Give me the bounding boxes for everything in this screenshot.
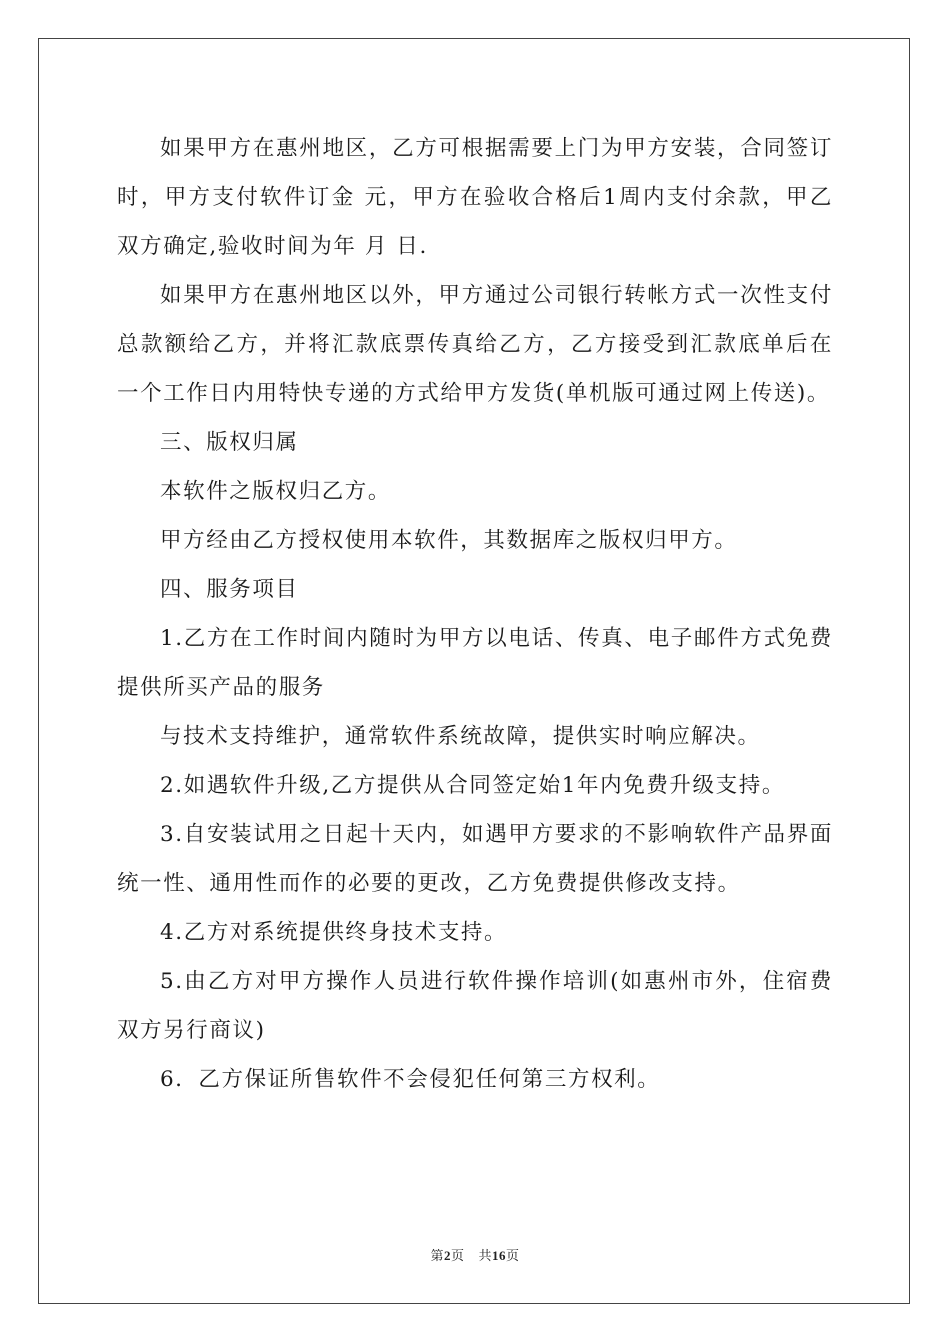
list-item: 2.如遇软件升级,乙方提供从合同签定始1年内免费升级支持。	[160, 773, 785, 798]
list-item: 3.自安装试用之日起十天内，如遇甲方要求的不影响软件产品界面统一性、通用性而作的必要的更改，乙方免费提供修改支持。	[117, 822, 833, 896]
paragraph: 本软件之版权归乙方。	[160, 479, 392, 504]
section-heading: 三、版权归属	[160, 430, 299, 455]
list-item: 5.由乙方对甲方操作人员进行软件操作培训(如惠州市外，住宿费双方另行商议)	[117, 969, 833, 1043]
total-suffix: 页	[506, 1248, 520, 1263]
list-item: 4.乙方对系统提供终身技术支持。	[160, 920, 508, 945]
page-number: 2	[443, 1248, 451, 1263]
document-body	[117, 124, 833, 1104]
page-suffix: 页	[450, 1248, 465, 1263]
list-item: 6．乙方保证所售软件不会侵犯任何第三方权利。	[160, 1067, 661, 1092]
paragraph: 甲方经由乙方授权使用本软件，其数据库之版权归甲方。	[160, 528, 738, 553]
page-prefix: 第	[430, 1248, 444, 1263]
paragraph: 与技术支持维护，通常软件系统故障，提供实时响应解决。	[160, 724, 761, 749]
section-heading: 四、服务项目	[160, 577, 299, 602]
paragraph: 如果甲方在惠州地区，乙方可根据需要上门为甲方安装，合同签订时，甲方支付软件订金 元，甲方在验收合格后1周内支付余款，甲乙双方确定,验收时间为年 月 日.	[117, 136, 833, 259]
paragraph: 如果甲方在惠州地区以外，甲方通过公司银行转帐方式一次性支付总款额给乙方，并将汇款底票传真给乙方，乙方接受到汇款底单后在一个工作日内用特快专递的方式给甲方发货(单机版可通过网上传送)。	[117, 283, 833, 406]
page-footer	[0, 1245, 950, 1264]
total-pages: 16	[492, 1248, 507, 1263]
list-item: 1.乙方在工作时间内随时为甲方以电话、传真、电子邮件方式免费提供所买产品的服务	[117, 626, 833, 700]
total-prefix: 共	[478, 1248, 493, 1263]
